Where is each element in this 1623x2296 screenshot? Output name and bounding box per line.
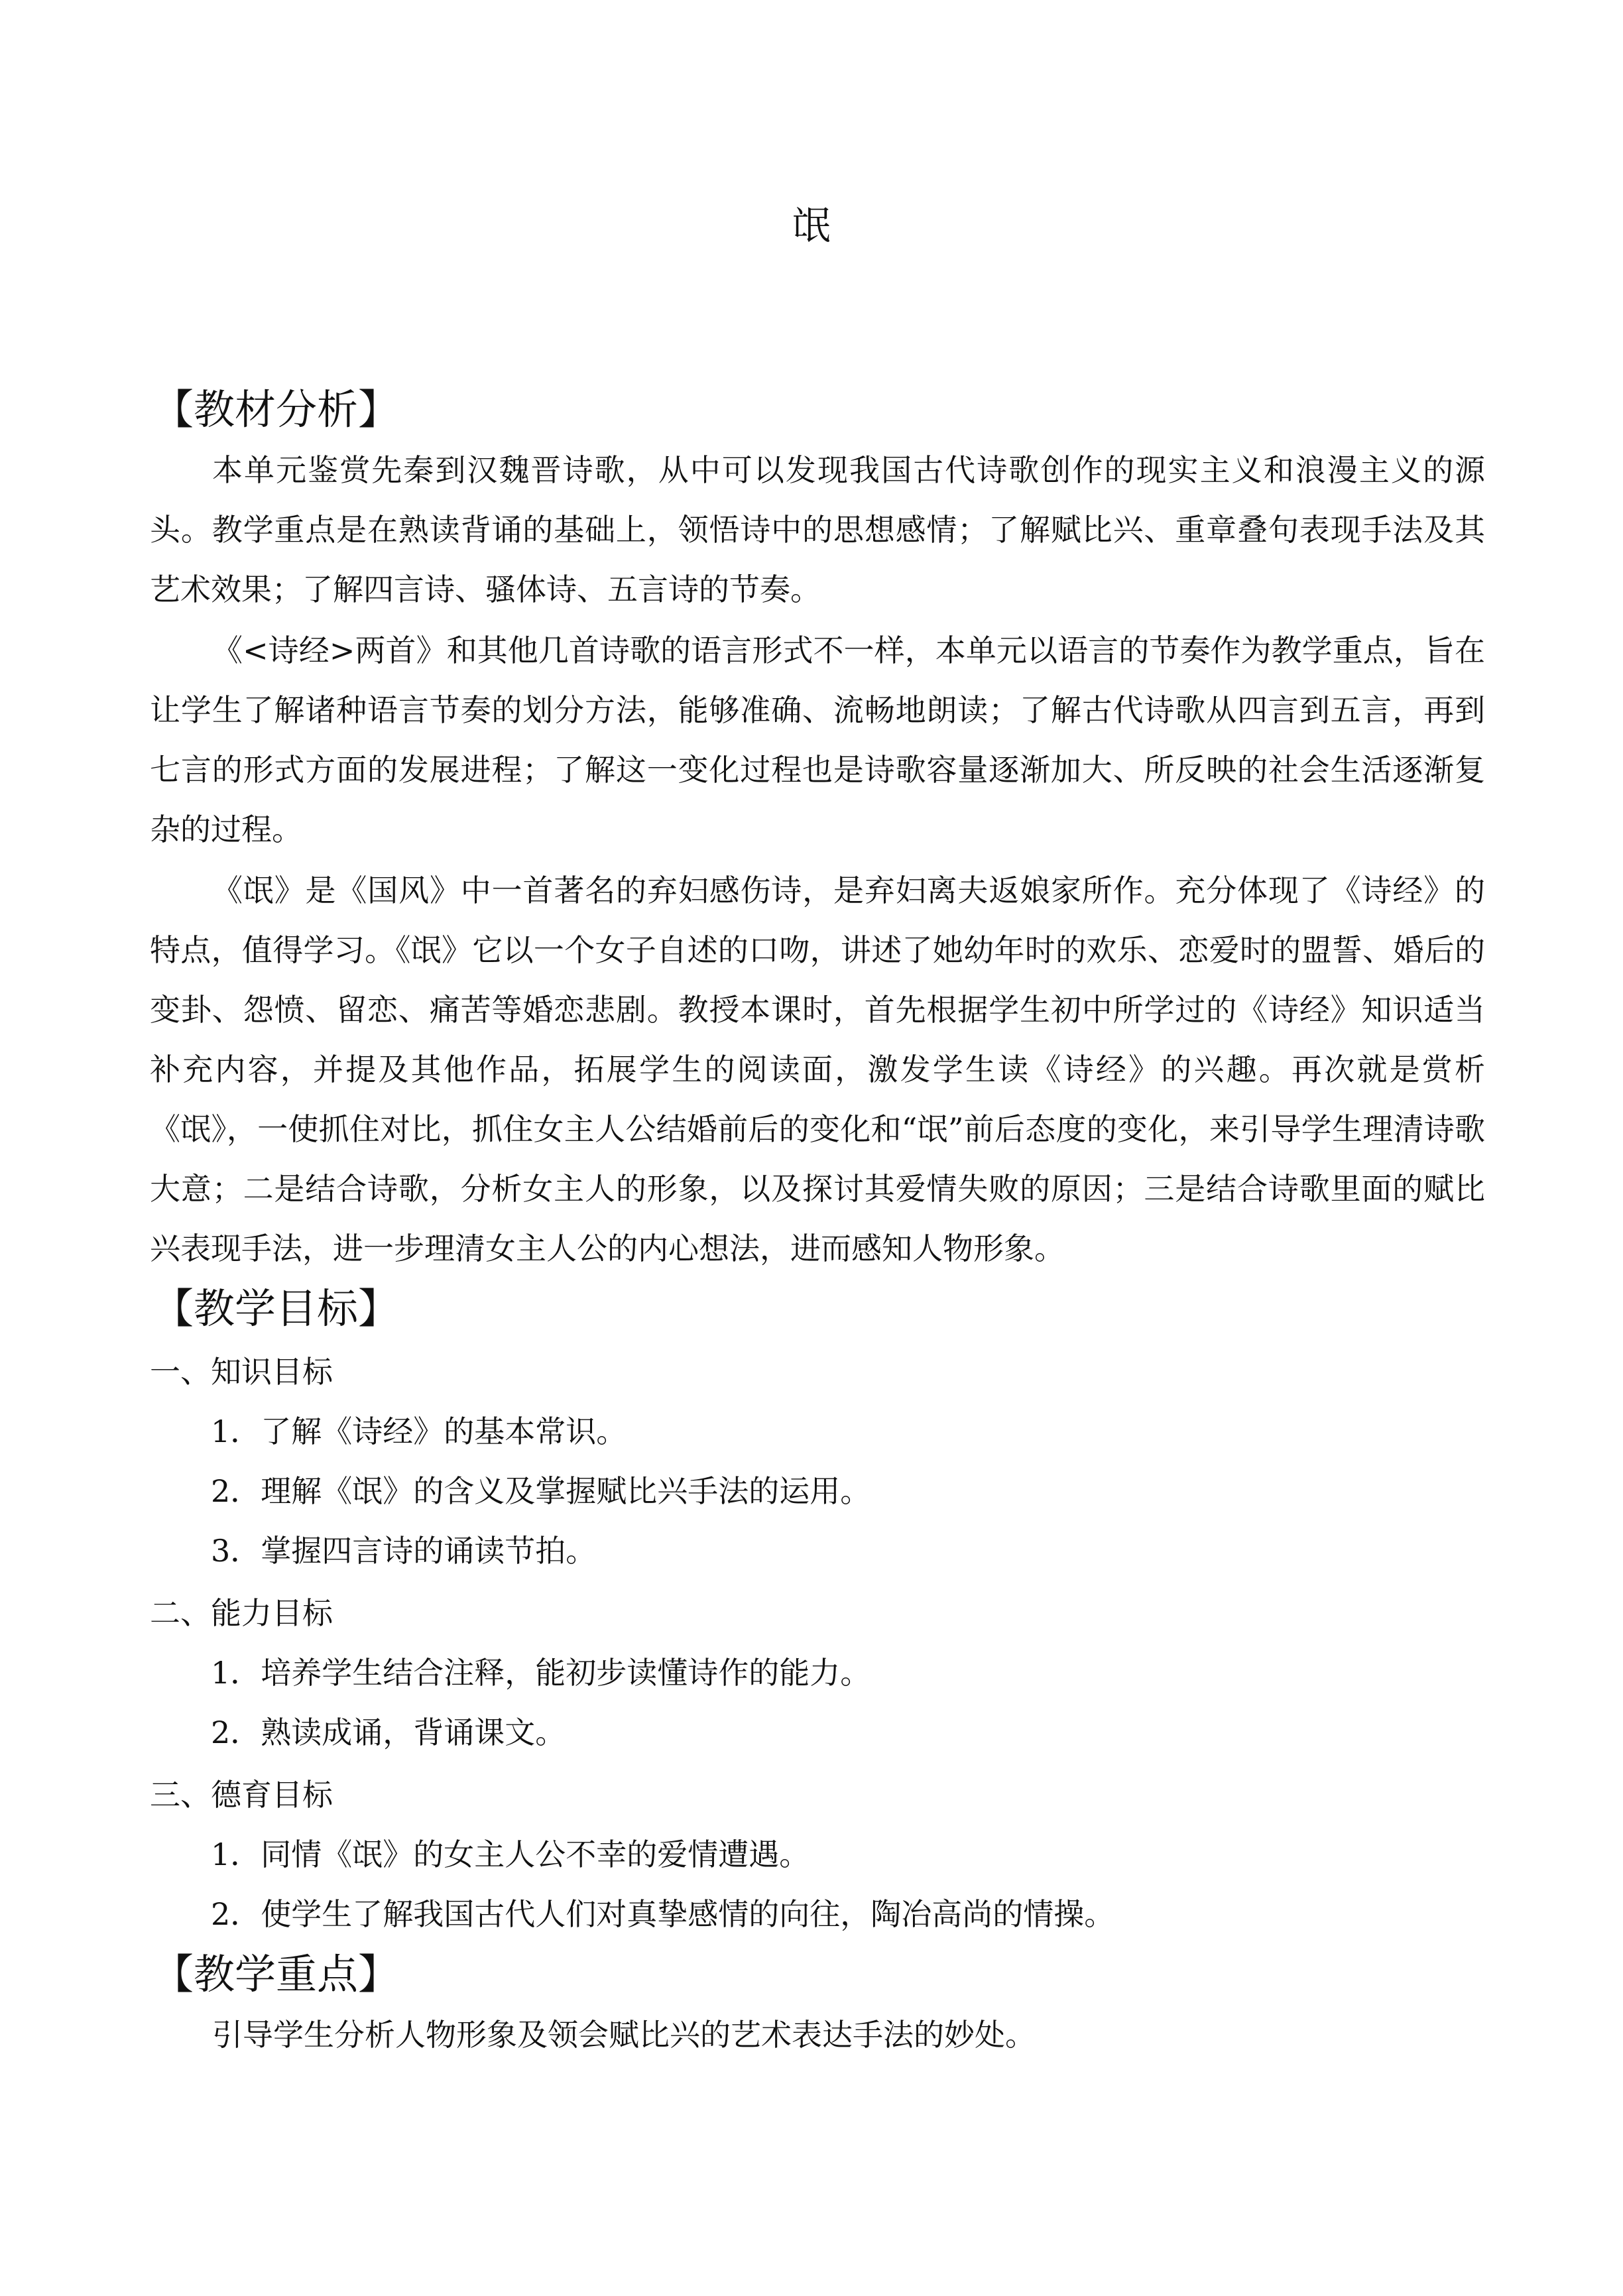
document-title: 氓 bbox=[792, 203, 831, 248]
analysis-paragraph-2: 《<诗经>两首》和其他几首诗歌的语言形式不一样，本单元以语言的节奏作为教学重点，旨在让学生了解诸种语言节奏的划分方法，能够准确、流畅地朗读；了解古代诗歌从四言到五言，再到七言的形式方面的发展进程；了解这一变化过程也是诗歌容量逐渐加大、所反映的社会生活逐渐复杂的过程。 bbox=[150, 633, 1485, 847]
section-heading-key-points: 【教学重点】 bbox=[152, 1950, 400, 1998]
key-points-paragraph: 引导学生分析人物形象及领会赋比兴的艺术表达手法的妙处。 bbox=[212, 2017, 1036, 2053]
objective-group-ability: 二、能力目标 bbox=[150, 1595, 333, 1631]
objective-item: 3．掌握四言诗的诵读节拍。 bbox=[211, 1533, 597, 1569]
section-heading-analysis: 【教材分析】 bbox=[152, 385, 400, 434]
objective-item: 2．使学生了解我国古代人们对真挚感情的向往，陶冶高尚的情操。 bbox=[211, 1896, 1115, 1932]
analysis-paragraph-3: 《氓》是《国风》中一首著名的弃妇感伤诗，是弃妇离夫返娘家所作。充分体现了《诗经》的特点，值得学习。《氓》它以一个女子自述的口吻，讲述了她幼年时的欢乐、恋爱时的盟誓、婚后的变卦、怨愤、留恋、痛苦等婚恋悲剧。教授本课时，首先根据学生初中所学过的《诗经》知识适当补充内容，并提及其他作品，拓展学生的阅读面，激发学生读《诗经》的兴趣。再次就是赏析《氓》，一使抓住对比，抓住女主人公结婚前后的变化和“氓”前后态度的变化，来引导学生理清诗歌大意；二是结合诗歌，分析女主人的形象，以及探讨其爱情失败的原因；三是结合诗歌里面的赋比兴表现手法，进一步理清女主人公的内心想法，进而感知人物形象。 bbox=[150, 873, 1485, 1266]
objective-item: 2．理解《氓》的含义及掌握赋比兴手法的运用。 bbox=[211, 1473, 871, 1509]
objective-item: 2．熟读成诵，背诵课文。 bbox=[211, 1715, 566, 1750]
section-heading-objectives: 【教学目标】 bbox=[152, 1284, 400, 1333]
objective-group-knowledge: 一、知识目标 bbox=[150, 1354, 333, 1390]
objective-item: 1．了解《诗经》的基本常识。 bbox=[211, 1414, 627, 1449]
objective-group-moral: 三、德育目标 bbox=[150, 1777, 333, 1813]
document-body bbox=[150, 379, 1485, 2065]
analysis-paragraph-1: 本单元鉴赏先秦到汉魏晋诗歌，从中可以发现我国古代诗歌创作的现实主义和浪漫主义的源头。教学重点是在熟读背诵的基础上，领悟诗中的思想感情；了解赋比兴、重章叠句表现手法及其艺术效果；了解四言诗、骚体诗、五言诗的节奏。 bbox=[150, 452, 1485, 607]
objective-item: 1．培养学生结合注释，能初步读懂诗作的能力。 bbox=[211, 1655, 871, 1691]
objective-item: 1．同情《氓》的女主人公不幸的爱情遭遇。 bbox=[211, 1837, 810, 1872]
